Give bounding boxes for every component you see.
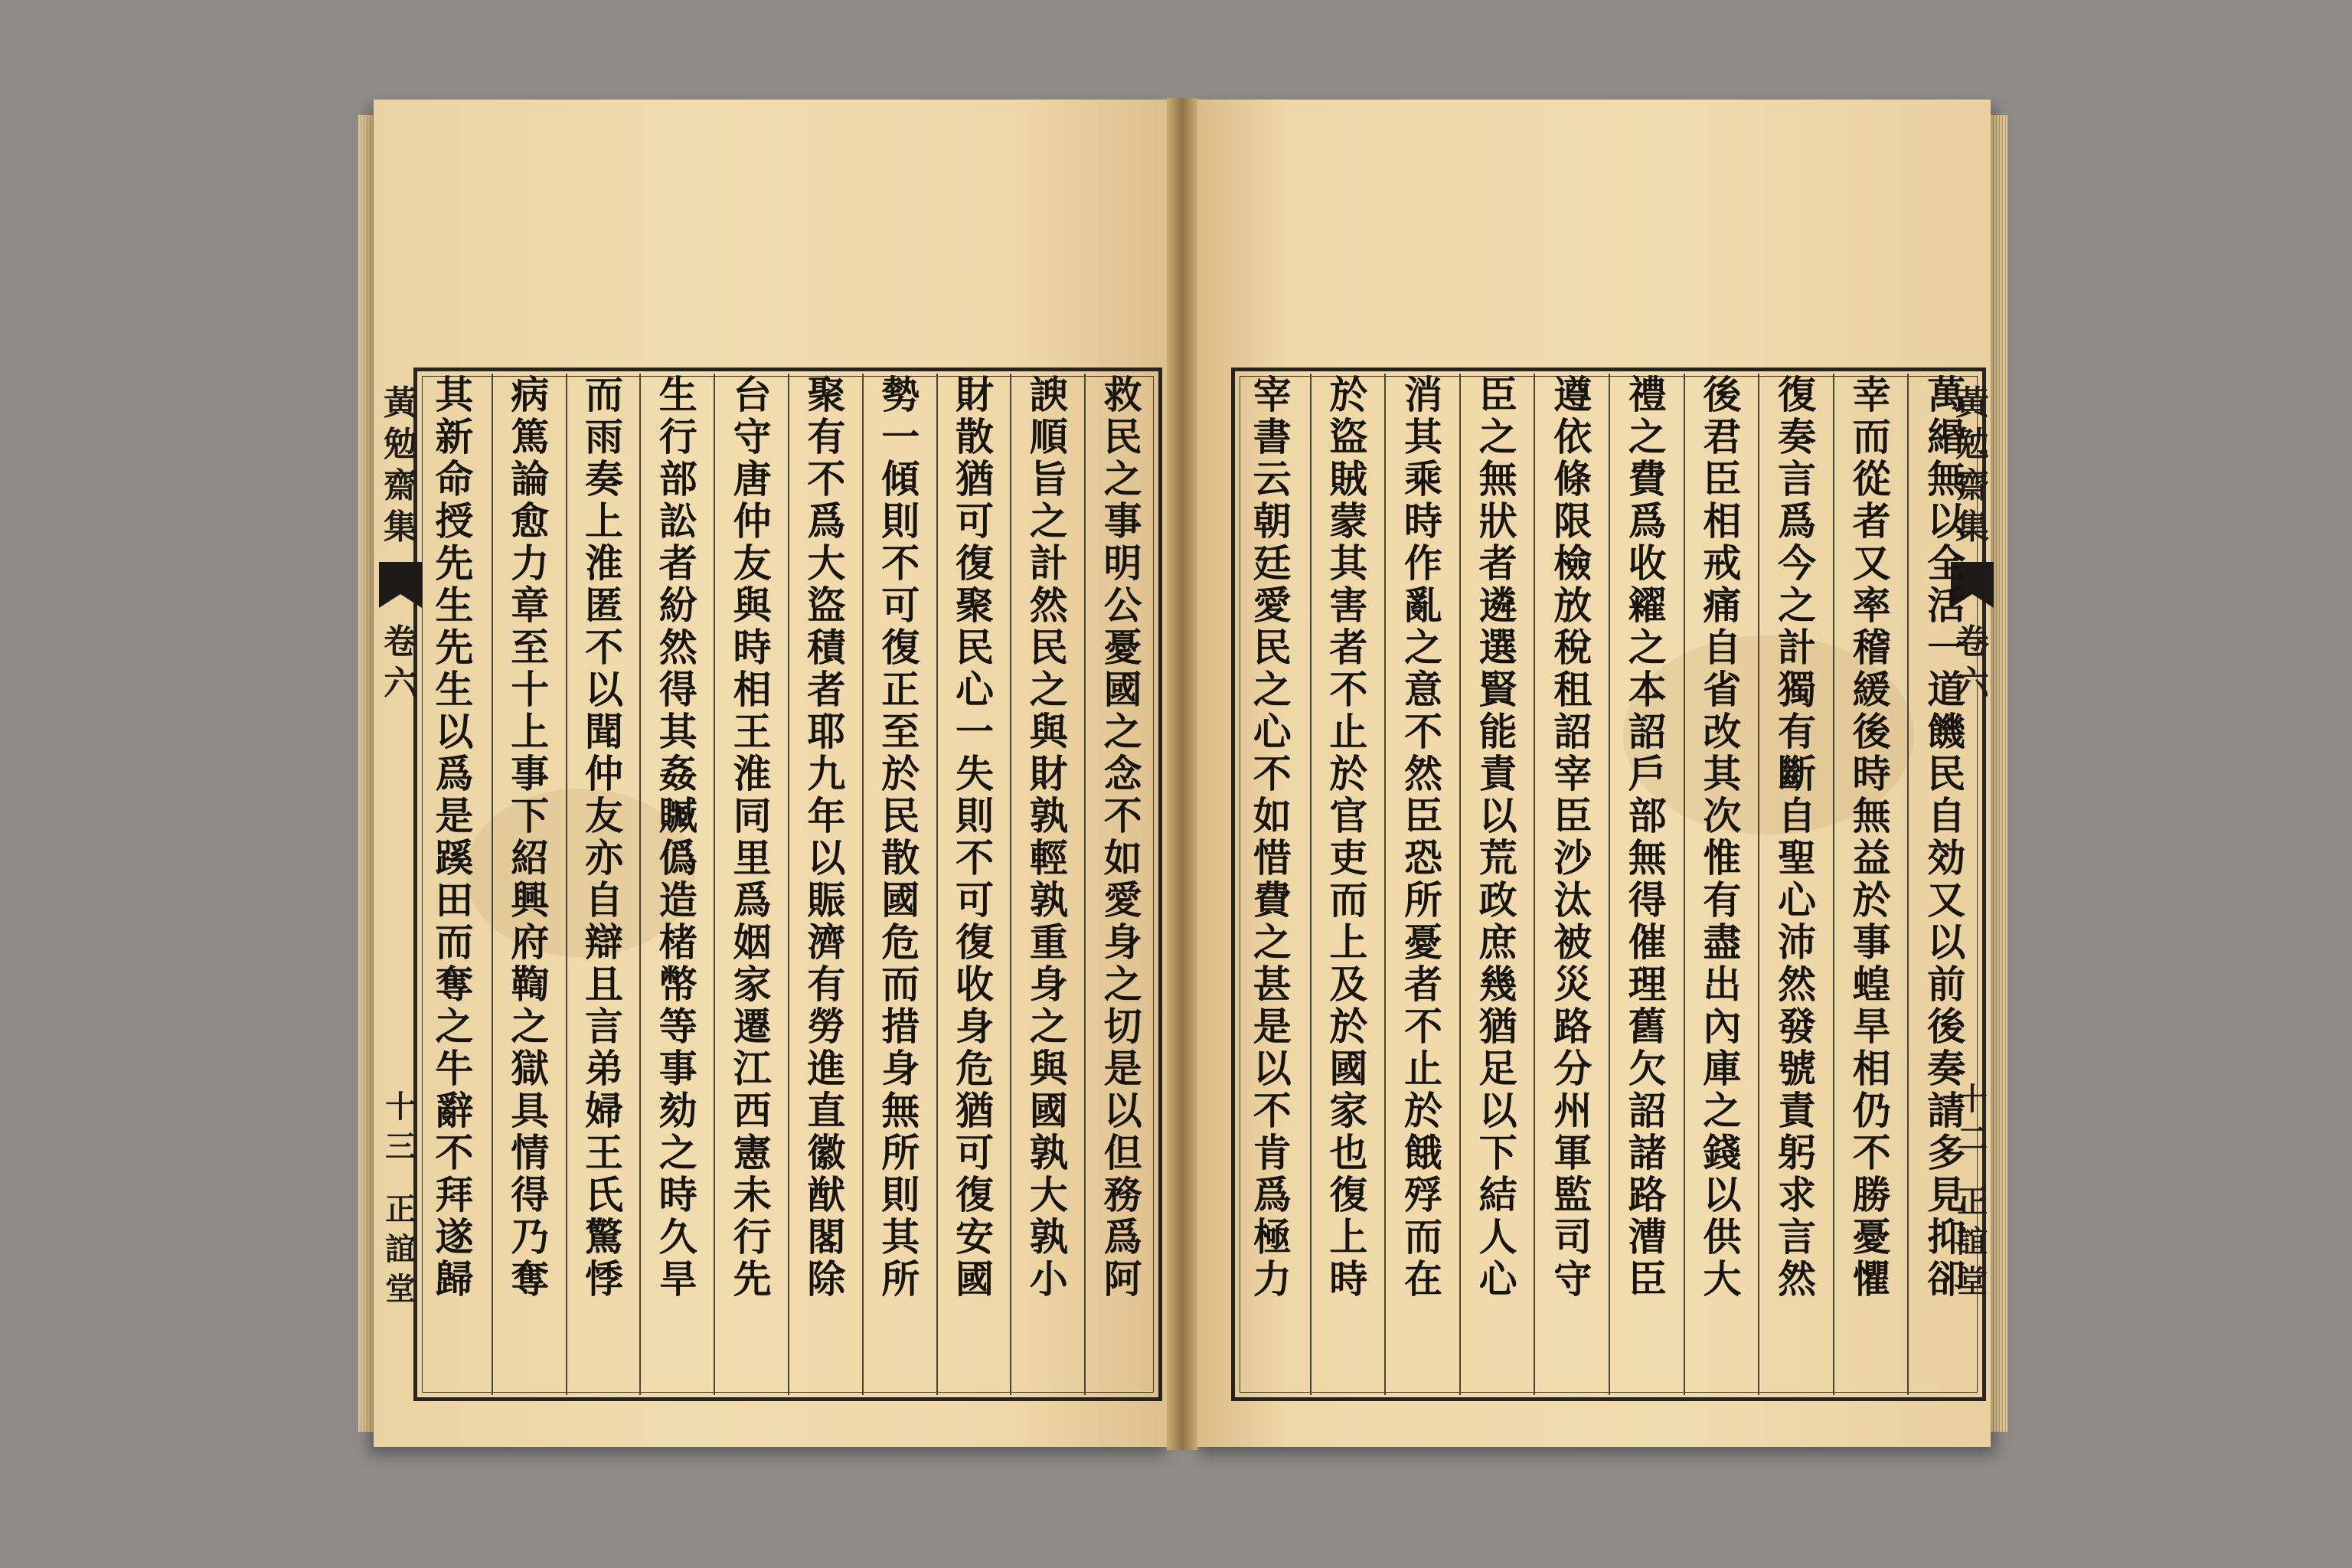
text-column: 救 民 之 事 明 公 憂 國 之 念 不 如 愛 身 之 切 是 以 但 務 爲 阿 [1084,374,1160,1395]
text-column: 聚 有 不 爲 大 盜 積 者 耶 九 年 以 賑 濟 有 勞 進 直 徽 猷 閣 除 [788,374,864,1395]
banxin-volume: 卷 六 [1955,622,1989,703]
right-page-text [1231,368,1986,1401]
book-gutter [1167,98,1197,1450]
banxin-publisher: 正 誼 堂 [385,1191,416,1307]
text-column: 而 雨 奏 上 淮 匿 不 以 聞 仲 友 亦 自 辯 且 言 弟 婦 王 氏 驚 悸 [566,374,642,1395]
text-column: 消 其 乘 時 作 亂 之 意 不 然 臣 恐 所 憂 者 不 止 於 餓 殍 而 在 [1384,374,1461,1395]
text-column: 於 盜 賊 蒙 其 害 者 不 止 於 官 吏 而 上 及 於 國 家 也 復 上 時 [1310,374,1387,1395]
text-column: 遵 依 條 限 檢 放 稅 租 詔 宰 臣 沙 汰 被 災 路 分 州 軍 監 司 守 [1534,374,1610,1395]
banxin-page-number: 十 二 [1957,1081,1988,1157]
text-column: 病 篤 論 愈 力 章 至 十 上 事 下 紹 興 府 鞫 之 獄 具 情 得 乃 奪 [492,374,567,1395]
text-column: 宰 書 云 朝 廷 愛 民 之 心 不 如 惜 費 之 甚 是 以 不 肯 爲 極 力 [1253,372,1292,1302]
text-column: 生 行 部 訟 者 紛 然 得 其 姦 贓 僞 造 楮 幣 等 事 劾 之 時 久 旱 [639,374,715,1395]
text-column: 萬 緡 無 以 全 活 一 道 饑 民 自 効 又 以 前 後 奏 請 多 見 抑 卻 [1907,374,1984,1395]
banxin-page-number: 十 三 [385,1089,416,1165]
text-column: 臣 之 無 狀 者 遴 選 賢 能 責 以 荒 政 庶 幾 猶 足 以 下 結 人 心 [1459,374,1536,1395]
banxin-title: 黃 勉 齋 集 [1955,384,1989,547]
text-column: 勢 一 傾 則 不 可 復 正 至 於 民 散 國 危 而 措 身 無 所 則 其 所 [862,374,938,1395]
text-column: 諛 順 旨 之 計 然 民 之 與 財 孰 輕 孰 重 身 之 與 國 孰 大 孰 小 [1010,374,1086,1395]
left-page-text [413,368,1162,1401]
text-column: 財 散 猶 可 復 聚 民 心 一 失 則 不 可 復 收 身 危 猶 可 復 安 國 [936,374,1012,1395]
text-column: 後 君 臣 相 戒 痛 自 省 改 其 次 惟 有 盡 出 內 庫 之 錢 以 供 大 [1684,374,1760,1395]
text-column: 台 守 唐 仲 友 與 時 相 王 淮 同 里 爲 姻 家 遷 江 西 憲 未 行 先 [714,374,789,1395]
text-column: 禮 之 費 爲 收 糴 之 本 詔 戶 部 無 得 催 理 舊 欠 詔 諸 路 漕 臣 [1609,374,1685,1395]
text-column: 幸 而 從 者 又 率 稽 緩 後 時 無 益 於 事 蝗 旱 相 仍 不 勝 憂 懼 [1833,374,1909,1395]
text-column: 復 奏 言 爲 今 之 計 獨 有 斷 自 聖 心 沛 然 發 號 責 躬 求 言 然 [1758,374,1834,1395]
banxin-volume: 卷 六 [384,622,417,703]
banxin-title: 黃 勉 齋 集 [384,384,417,547]
text-column: 其 新 命 授 先 生 先 生 以 爲 是 蹊 田 而 奪 之 牛 辭 不 拜 遂 歸 [435,372,474,1302]
banxin-publisher: 正 誼 堂 [1957,1184,1988,1299]
